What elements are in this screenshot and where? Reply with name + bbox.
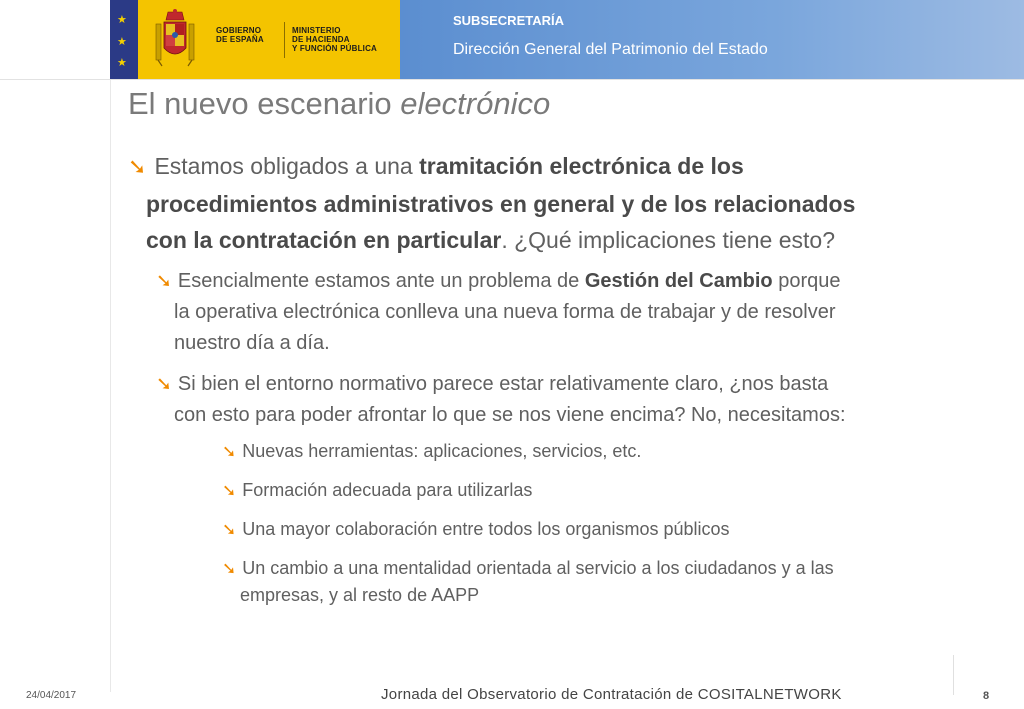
arrow-down-right-icon: ➘ <box>156 270 172 292</box>
star-icon: ★ <box>117 56 127 69</box>
list-item: ➘ Una mayor colaboración entre todos los organismos públicos <box>222 519 730 540</box>
subsecretaria-label: SUBSECRETARÍA <box>453 13 564 28</box>
bullet-entorno-normativo: ➘ Si bien el entorno normativo parece estar relativamente claro, ¿nos basta con esto para poder afrontar lo que se nos viene encima? No, necesitamos: <box>156 369 986 431</box>
bullet-main: ➘ Estamos obligados a una tramitación electrónica de los procedimientos administrativos en general y de los relacionados con la contratación en particular. ¿Qué implicaciones tiene esto? <box>128 148 958 258</box>
direccion-general-label: Dirección General del Patrimonio del Estado <box>453 41 768 58</box>
footer-divider-line <box>953 655 954 695</box>
arrow-down-right-icon: ➘ <box>128 155 147 180</box>
star-icon: ★ <box>117 35 127 48</box>
ministry-text: MINISTERIO DE HACIENDA Y FUNCIÓN PÚBLICA <box>292 26 378 53</box>
arrow-down-right-icon: ➘ <box>222 559 237 579</box>
arrow-down-right-icon: ➘ <box>156 373 172 395</box>
header-left-space <box>0 0 110 79</box>
eu-flag-strip <box>110 0 138 79</box>
header-rule <box>0 79 1024 80</box>
coat-of-arms-icon <box>154 8 196 70</box>
header-blue-band <box>400 0 1024 79</box>
page-number: 8 <box>983 690 990 702</box>
arrow-down-right-icon: ➘ <box>222 520 237 540</box>
list-item: ➘ Nuevas herramientas: aplicaciones, servicios, etc. <box>222 441 642 462</box>
slide-title: El nuevo escenario electrónico <box>128 86 551 121</box>
footer-event-title: Jornada del Observatorio de Contratación de COSITALNETWORK <box>381 686 842 703</box>
star-icon: ★ <box>117 13 127 26</box>
logo-divider <box>284 22 285 58</box>
header-banner <box>0 0 1024 79</box>
arrow-down-right-icon: ➘ <box>222 442 237 462</box>
bullet-gestion-cambio: ➘ Esencialmente estamos ante un problema de Gestión del Cambio porque la operativa electrónica conlleva una nueva forma de trabajar y de resolver nuestro día a día. <box>156 266 966 359</box>
arrow-down-right-icon: ➘ <box>222 481 237 501</box>
government-logo <box>138 0 400 79</box>
left-margin-line <box>110 80 111 692</box>
gov-espana-text: GOBIERNO DE ESPAÑA <box>216 26 264 44</box>
footer-date: 24/04/2017 <box>26 690 77 701</box>
list-item: ➘ Formación adecuada para utilizarlas <box>222 480 533 501</box>
list-item: ➘ Un cambio a una mentalidad orientada al servicio a los ciudadanos y a las empresas, y al resto de AAPP <box>222 558 834 605</box>
